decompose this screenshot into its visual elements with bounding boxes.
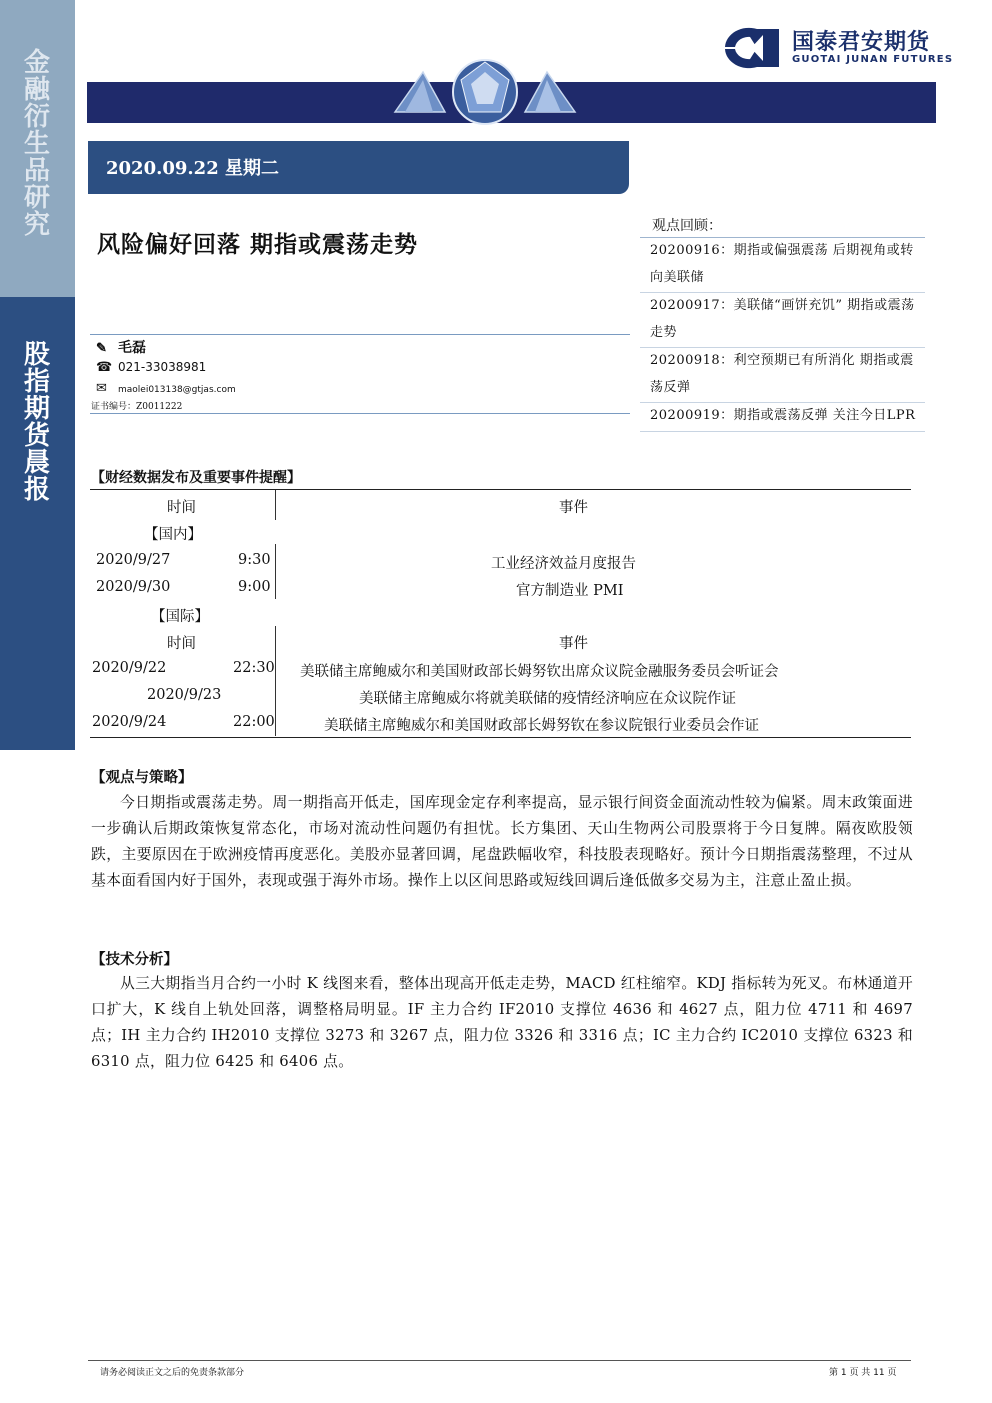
report-date: 2020.09.22 星期二 [106,158,279,179]
phone-icon: ☎ [96,360,113,375]
strategy-paragraph: 今日期指或震荡走势。周一期指高开低走，国库现金定存利率提高，显示银行间资金面流动性较为偏紧。周末政策面进一步确认后期政策恢复常态化，市场对流动性问题仍有担忧。长方集团、天山生物两公司股票将于今日复牌。隔夜欧股领跌，主要原因在于欧洲疫情再度恶化。美股亦显著回调，尾盘跌幅收窄，科技股表现略好。预计今日期指震荡整理，不过从基本面看国内好于国外，表现或强于海外市场。操作上以区间思路或短线回调后逢低做多交易为主，注意止盈止损。 [91,794,913,889]
column-header-time: 时间 [167,500,196,516]
event-time: 9:30 [238,552,271,568]
logo-emblem-icon [717,25,783,70]
domestic-label: 【国内】 [144,527,202,543]
column-header-event: 事件 [559,636,588,652]
event-date: 2020/9/30 [96,579,171,595]
footer-disclaimer: 请务必阅读正文之后的免责条款部分 [100,1368,245,1378]
column-header-event: 事件 [559,500,588,516]
sidebar-mid-label: 股指期货晨报 [24,340,51,505]
pen-icon: ✎ [96,341,107,356]
strategy-section-title: 【观点与策略】 [91,769,193,786]
event-description: 美联储主席鲍威尔将就美联储的疫情经济响应在众议院作证 [359,691,736,707]
event-time: 9:00 [238,579,271,595]
page-number: 第 1 页 共 11 页 [829,1368,897,1378]
review-item: 20200918：利空预期已有所消化 期指或震荡反弹 [640,348,925,403]
technical-section-title: 【技术分析】 [91,951,178,968]
event-description: 美联储主席鲍威尔和美国财政部长姆努钦出席众议院金融服务委员会听证会 [300,664,779,680]
author-name: ✎ 毛磊 [96,340,146,356]
brand-name-cn: 国泰君安期货 [792,30,931,55]
review-item: 20200917：美联储“画饼充饥” 期指或震荡走势 [640,293,925,348]
footer-rule [88,1360,911,1361]
diamond-gems-image [385,50,585,130]
sidebar-mid-band [0,297,75,750]
event-time: 22:00 [233,714,275,730]
report-title: 风险偏好回落 期指或震荡走势 [97,231,419,258]
date-banner [88,141,629,194]
event-description: 工业经济效益月度报告 [491,556,636,572]
event-date: 2020/9/24 [92,714,167,730]
review-item: 20200916：期指或偏强震荡 后期视角或转向美联储 [640,238,925,293]
international-label: 【国际】 [151,609,209,625]
table-column-divider [275,626,276,736]
divider [90,413,630,414]
email-icon: ✉ [96,381,107,396]
event-date: 2020/9/22 [92,660,167,676]
event-description: 官方制造业 PMI [516,583,624,599]
sidebar-top-label: 金融衍生品研究 [24,48,51,240]
review-panel [640,210,925,432]
brand-name-en: GUOTAI JUNAN FUTURES [792,54,954,65]
review-item: 20200919：期指或震荡反弹 关注今日LPR [640,403,925,432]
author-email[interactable]: ✉ maolei013138@gtjas.com [96,381,236,396]
event-description: 美联储主席鲍威尔和美国财政部长姆努钦在参议院银行业委员会作证 [324,718,759,734]
table-column-divider [275,490,276,520]
divider [90,334,630,335]
company-logo [717,25,954,70]
author-certificate: 证书编号：Z0011222 [91,402,183,412]
event-date: 2020/9/23 [147,687,222,703]
column-header-time: 时间 [167,636,196,652]
review-heading: 观点回顾： [640,210,925,238]
technical-paragraph: 从三大期指当月合约一小时 K 线图来看，整体出现高开低走走势，MACD 红柱缩窄。KDJ 指标转为死叉。布林通道开口扩大，K 线自上轨处回落，调整格局明显。IF 主力合约 IF2010 支撑位 4636 和 4627 点，阻力位 4711 和 4697 点；IH 主力合约 IH2010 支撑位 3273 和 3267 点，阻力位 3326 和 3316 点；IC 主力合约 IC2010 支撑位 6323 和 6310 点，阻力位 6425 和 6406 点。 [91,975,913,1070]
author-phone: ☎ 021-33038981 [96,360,207,375]
events-section-title: 【财经数据发布及重要事件提醒】 [91,470,301,486]
event-time: 22:30 [233,660,275,676]
table-column-divider [275,544,276,599]
table-bottom-rule [90,737,911,738]
table-top-rule [90,489,911,490]
sidebar-top-band [0,0,75,297]
event-date: 2020/9/27 [96,552,171,568]
